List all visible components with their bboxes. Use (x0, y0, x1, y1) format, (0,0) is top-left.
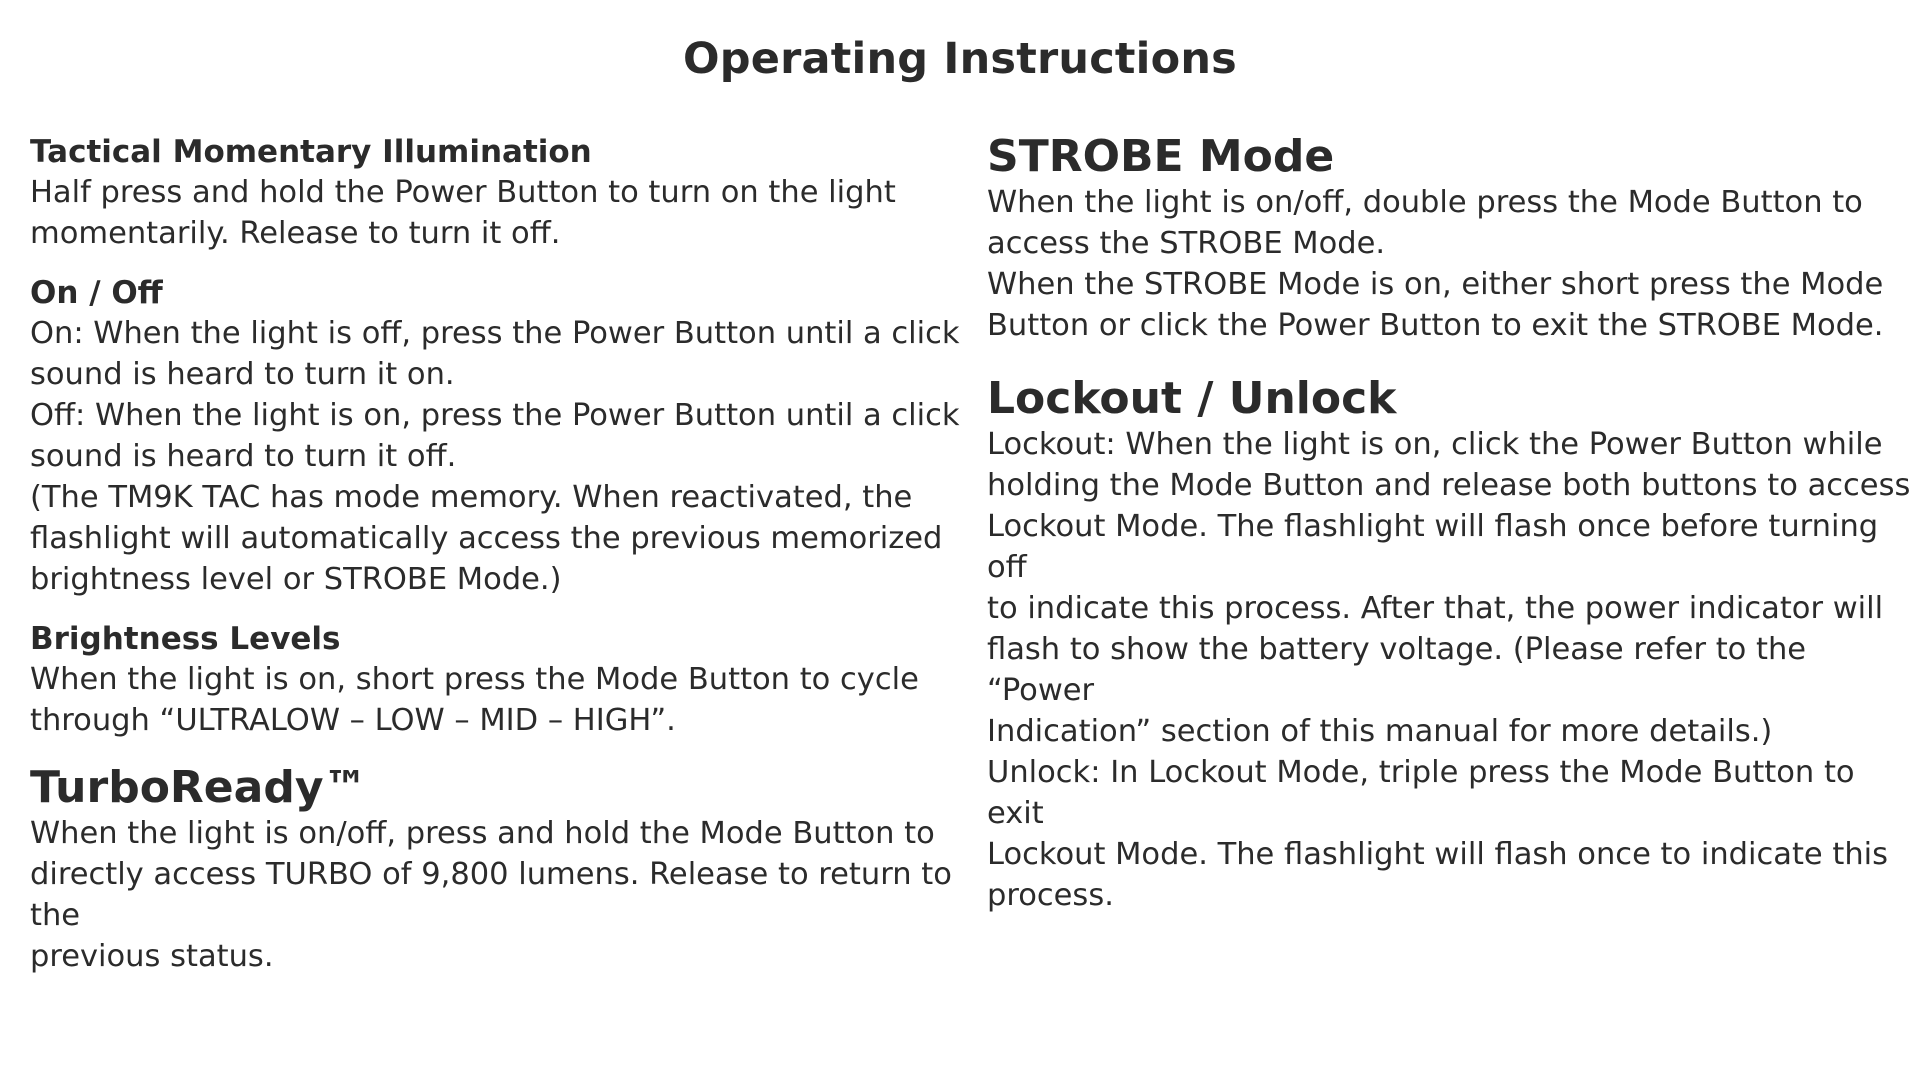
body-line: When the light is on/off, press and hold the Mode Button to (30, 816, 935, 851)
section-strobe-mode (987, 132, 1917, 346)
body-line: Indication” section of this manual for more details.) (987, 714, 1773, 749)
right-column (987, 132, 1917, 916)
body-line: to indicate this process. After that, the power indicator will (987, 591, 1884, 626)
section-body (30, 172, 1000, 254)
left-column (30, 132, 1000, 977)
section-heading: Lockout / Unlock (987, 373, 1397, 424)
body-line: Button or click the Power Button to exit the STROBE Mode. (987, 308, 1884, 343)
body-line: When the light is on/off, double press the Mode Button to (987, 185, 1863, 220)
section-lockout-unlock (987, 374, 1917, 916)
body-line: On: When the light is off, press the Power Button until a click (30, 316, 960, 351)
body-line: Lockout Mode. The flashlight will flash once to indicate this (987, 837, 1889, 872)
section-body (987, 424, 1917, 916)
body-line: flashlight will automatically access the previous memorized (30, 521, 943, 556)
body-line: Off: When the light is on, press the Power Button until a click (30, 398, 960, 433)
body-line: brightness level or STROBE Mode.) (30, 562, 562, 597)
body-line: Unlock: In Lockout Mode, triple press the Mode Button to exit (987, 755, 1855, 831)
body-line: previous status. (30, 939, 274, 974)
body-line: sound is heard to turn it on. (30, 357, 455, 392)
page-title: Operating Instructions (683, 34, 1237, 84)
body-line: Lockout: When the light is on, click the Power Button while (987, 427, 1883, 462)
body-line: through “ULTRALOW – LOW – MID – HIGH”. (30, 703, 676, 738)
section-turboready (30, 763, 1000, 977)
section-heading: Tactical Momentary Illumination (30, 134, 592, 170)
body-line: Lockout Mode. The flashlight will flash once before turning off (987, 509, 1879, 585)
body-line: sound is heard to turn it off. (30, 439, 457, 474)
body-line: flash to show the battery voltage. (Please refer to the “Power (987, 632, 1807, 708)
body-line: (The TM9K TAC has mode memory. When reactivated, the (30, 480, 913, 515)
body-line: process. (987, 878, 1114, 913)
body-line: access the STROBE Mode. (987, 226, 1386, 261)
section-body (30, 659, 1000, 741)
section-heading: On / Off (30, 275, 163, 311)
section-body (987, 182, 1917, 346)
section-heading: Brightness Levels (30, 621, 341, 657)
body-line: directly access TURBO of 9,800 lumens. Release to return to the (30, 857, 952, 933)
section-body (30, 813, 1000, 977)
body-line: When the light is on, short press the Mode Button to cycle (30, 662, 919, 697)
section-on-off (30, 273, 1000, 600)
section-body (30, 313, 1000, 600)
body-line: When the STROBE Mode is on, either short press the Mode (987, 267, 1884, 302)
section-heading: TurboReady™ (30, 762, 368, 813)
section-tactical-momentary (30, 132, 1000, 254)
section-heading: STROBE Mode (987, 131, 1335, 182)
section-brightness-levels (30, 619, 1000, 741)
body-line: momentarily. Release to turn it off. (30, 216, 561, 251)
body-line: holding the Mode Button and release both buttons to access (987, 468, 1911, 503)
body-line: Half press and hold the Power Button to turn on the light (30, 175, 896, 210)
